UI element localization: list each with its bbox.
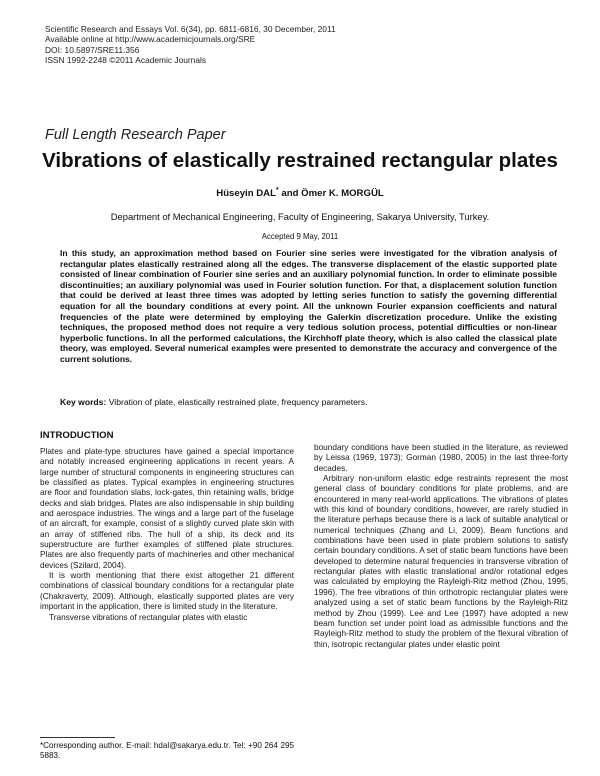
author-connector: and xyxy=(278,188,302,200)
paper-title: Vibrations of elastically restrained rectangular plates xyxy=(42,149,558,172)
left-column xyxy=(40,447,294,623)
right-column xyxy=(314,443,568,650)
paper-type: Full Length Research Paper xyxy=(45,127,226,143)
keywords xyxy=(60,397,557,407)
footnote-divider xyxy=(40,737,115,738)
author-2: Ömer K. MORGÜL xyxy=(301,188,384,200)
introduction-heading: INTRODUCTION xyxy=(40,430,114,441)
accepted-date: Accepted 9 May, 2011 xyxy=(261,232,339,241)
intro-paragraph: Plates and plate-type structures have gained a special importance and notably increased engineering applications in recent years. A large number of structural components in engineering structures can be classified as plates. Typical examples in engineering structures are floor and foundation slabs, lock-gates, thin retaining walls, bridge decks and slab bridges. Plates are also indispensable in ship building and aerospace industries. The wings and a large part of the fuselage of an aircraft, for example, consist of a slightly curved plate skin with an array of stiffened ribs. The hull of a ship, its deck and its superstructure are further examples of stiffened plate structures. Plates are also frequently parts of machineries and other mechanical devices (Szilard, 2004). xyxy=(40,447,294,570)
intro-paragraph: boundary conditions have been studied in the literature, as reviewed by Leissa (1969, 1973); Gorman (1980, 2005) in the last three-forty decades. xyxy=(314,443,568,473)
journal-url: Available online at http://www.academicjournals.org/SRE xyxy=(45,34,256,45)
abstract: In this study, an approximation method based on Fourier sine series were investigated for the vibration analysis of rectangular plates elastically restrained along all the edges. The transverse displacement of the elastic supported plate consisted of linear combination of Fourier sine series and an auxiliary polynomial function. In order to eliminate possible discontinuities; an auxiliary polynomial was used in Fourier solution function. For that, a displacement solution function that could be derived at least three times was adopted by letting series function to satisfy the governing differential equation for all the boundary conditions at every point. All the unknown Fourier expansion coefficients and natural frequencies of the plate were determined by employing the Galerkin discretization procedure. Unlike the existing techniques, the proposed method does not require a very tedious solution process, potential difficulties or non-linear hyperbolic functions. In all the performed calculations, the Kirchhoff plate theory, which is also called the classical plate theory, was employed. Several numerical examples were presented to demonstrate the accuracy and convergence of the current solutions. xyxy=(60,248,557,364)
intro-paragraph: Transverse vibrations of rectangular plates with elastic xyxy=(49,612,248,622)
issn: ISSN 1992-2248 ©2011 Academic Journals xyxy=(45,55,207,66)
corresponding-mark: * xyxy=(275,187,279,194)
doi: DOI: 10.5897/SRE11.356 xyxy=(45,44,140,55)
author-1: Hüseyin DAL xyxy=(216,188,276,200)
intro-paragraph: It is worth mentioning that there exist altogether 21 different combinations of classical boundary conditions for a rectangular plate (Chakraverty, 2009). Although, elastically supported plates are very important in the application, there is limited study in the literature. xyxy=(40,571,294,612)
authors xyxy=(0,187,600,199)
journal-citation: Scientific Research and Essays Vol. 6(34), pp. 6811-6816, 30 December, 2011 xyxy=(45,24,336,34)
keywords-label: Key words: xyxy=(60,397,107,407)
journal-header xyxy=(45,24,336,66)
keywords-text: Vibration of plate, elastically restrained plate, frequency parameters. xyxy=(106,397,368,407)
corresponding-author-footnote: *Corresponding author. E-mail: hdal@sakarya.edu.tr. Tel: +90 264 295 5883. xyxy=(40,741,294,761)
intro-paragraph: Arbitrary non-uniform elastic edge restraints represent the most general class of boundary conditions for plate problems, and are encountered in many real-world applications. The vibrations of plates with this kind of boundary conditions, however, are rarely studied in the literature perhaps because there is a lack of suitable analytical or numerical techniques (Zhang and Li, 2009). Beam functions and combinations have been used in plate problem solutions to satisfy certain boundary conditions. A set of static beam functions have been developed to determine natural frequencies in transverse vibration of rectangular plates with elastic translational and/or rotational edges was calculated by employing the Rayleigh-Ritz method (Zhou, 1995, 1996). The free vibrations of thin orthotropic rectangular plates were analyzed using a set of static beam functions by the Rayleigh-Ritz method by Zhou (1999). Lee and Lee (1997) have adopted a new beam function set under point load as admissible functions and the Rayleigh-Ritz method to study the problem of the flexural vibration of thin, isotropic rectangular plates under elastic point xyxy=(314,474,568,649)
affiliation: Department of Mechanical Engineering, Faculty of Engineering, Sakarya University, Turkey. xyxy=(110,211,490,222)
